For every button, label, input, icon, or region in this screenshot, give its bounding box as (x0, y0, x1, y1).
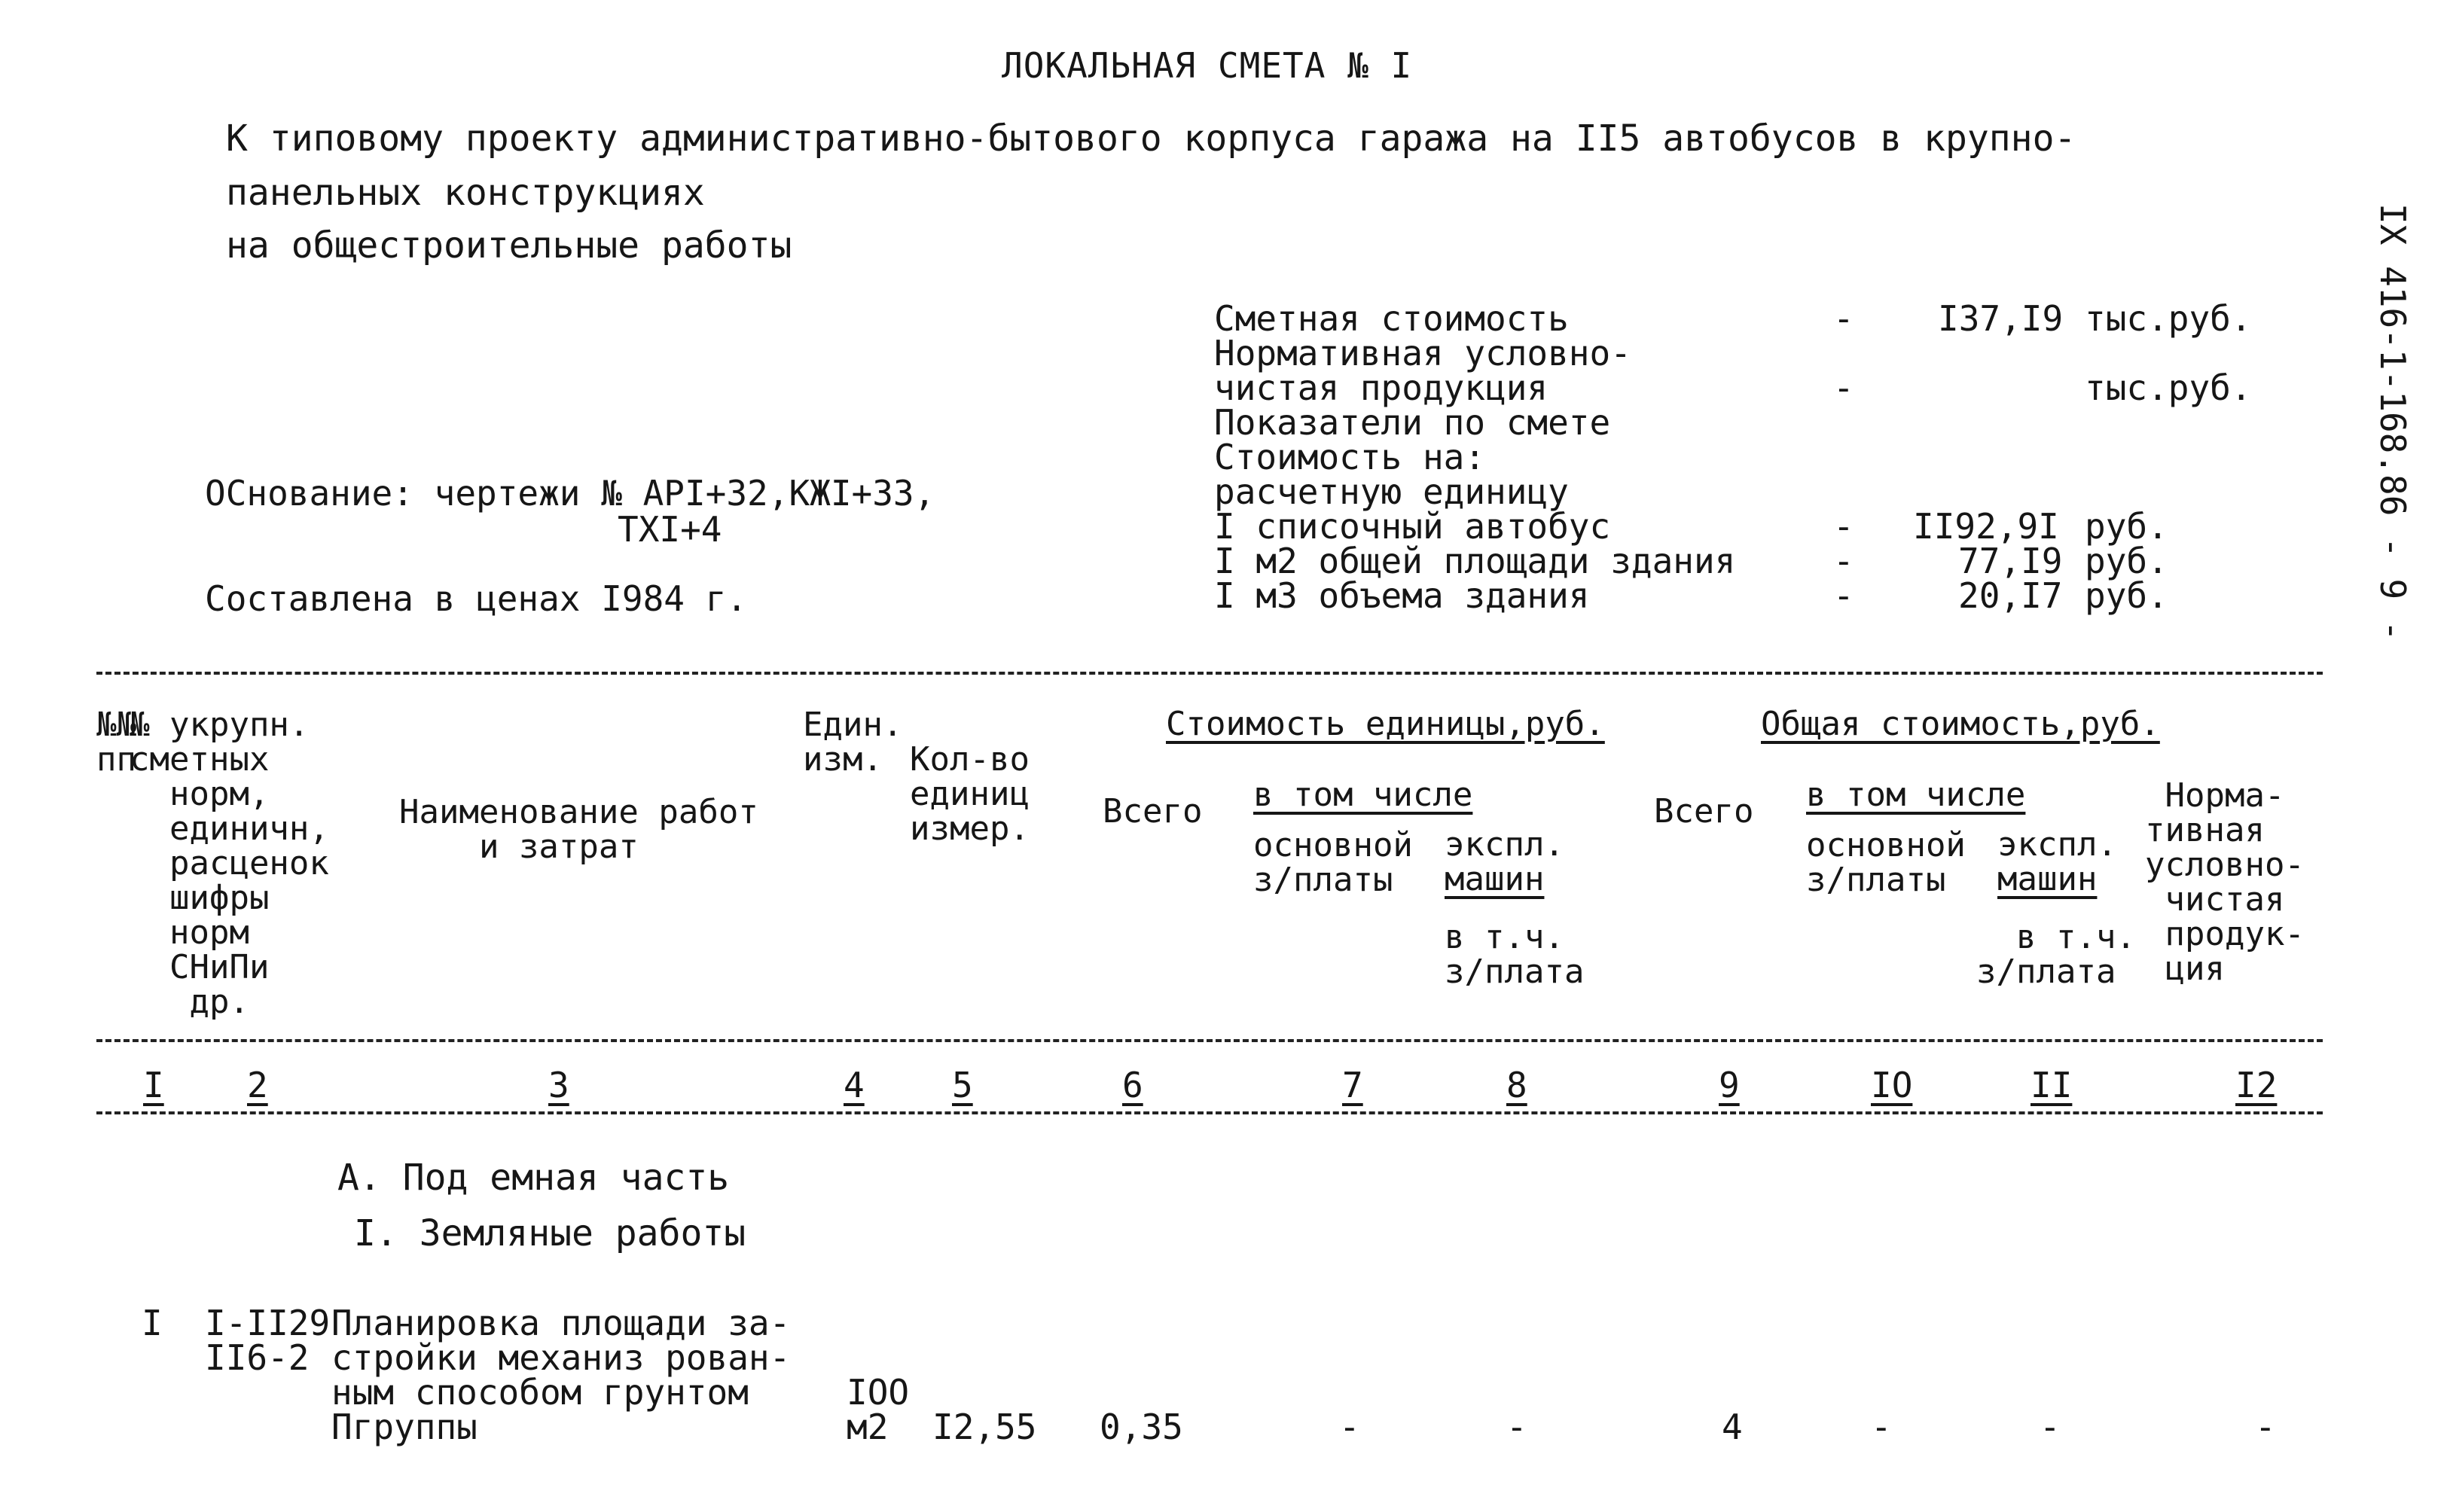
col-header-6: Всего (1103, 792, 1203, 831)
row-quantity: I2,55 (932, 1407, 1037, 1447)
prices-note: Составлена в ценах I984 г. (205, 578, 748, 619)
summary-label: Показатели по смете (1214, 402, 1611, 443)
table-colnum-rule (96, 1111, 2323, 1114)
summary-unit: руб. (2085, 575, 2168, 616)
row-normative: - (2255, 1407, 2276, 1447)
col-number: II (2031, 1065, 2073, 1105)
row-work-name: Планировка площади за- стройки механиз рован- ным способом грунтом Пгруппы (331, 1303, 791, 1447)
including-header-1: в том числе (1253, 776, 1473, 814)
including-header-2: в том числе (1806, 776, 2026, 814)
total-cost-group-header: Общая стоимость,руб. (1761, 705, 2160, 743)
col-number: 3 (548, 1065, 569, 1105)
col-header-9: Всего (1654, 792, 1754, 831)
summary-value: I37,I9 (1938, 298, 2064, 339)
col-header-5: Кол-во единиц измер. (910, 740, 1030, 848)
col-number: 7 (1342, 1065, 1363, 1105)
summary-label: чистая продукция (1214, 367, 1548, 408)
row-unit-total: 0,35 (1100, 1407, 1183, 1447)
summary-dash: - (1833, 298, 1854, 339)
summary-value: 77,I9 (1958, 541, 2063, 581)
summary-label: расчетную единицу (1214, 471, 1569, 512)
col-header-8-wage: в т.ч. з/плата (1445, 918, 1585, 991)
col-header-8-machines: машин (1445, 860, 1545, 898)
col-header-1: №№ пп (96, 706, 136, 779)
row-number: I (142, 1303, 163, 1343)
summary-label: Нормативная условно- (1214, 333, 1631, 373)
col-header-11-wage: в т.ч. з/плата (1976, 918, 2136, 991)
row-total-sum: 4 (1722, 1407, 1743, 1447)
col-header-2: № укрупн. сметных норм, единичн, расценок шифры норм СНиПи др. (130, 706, 329, 1021)
subtitle-line-1: К типовому проекту административно-бытового корпуса гаража на II5 автобусов в крупно- (226, 117, 2076, 160)
col-number: I2 (2235, 1065, 2278, 1105)
summary-label: I списочный автобус (1214, 506, 1611, 547)
summary-unit: тыс.руб. (2085, 298, 2252, 339)
row-unit-wage: - (1339, 1407, 1360, 1447)
summary-value: 20,I7 (1958, 575, 2063, 616)
summary-unit: тыс.руб. (2085, 367, 2252, 408)
col-header-11: экспл. (1997, 825, 2117, 864)
table-header-rule (96, 1039, 2323, 1042)
col-header-3: Наименование работ и затрат (399, 793, 758, 866)
col-number: 4 (844, 1065, 865, 1105)
col-number: 6 (1122, 1065, 1143, 1105)
col-header-12: Норма- тивная условно- чистая продук- ция (2145, 776, 2305, 988)
part-heading: А. Под емная часть (337, 1157, 730, 1199)
row-code: I-II29 II6-2 (205, 1303, 331, 1378)
col-number: I (143, 1065, 164, 1105)
page-title: ЛОКАЛЬНАЯ СМЕТА № I (1002, 45, 1413, 86)
summary-label: I м3 объема здания (1214, 575, 1590, 616)
col-header-4: Един. изм. (803, 706, 903, 779)
basis-label: ОСнование: чертежи № АРI+32,КЖI+33, (205, 473, 935, 514)
summary-label: Стоимость на: (1214, 437, 1486, 477)
row-unit: IOO м2 (847, 1372, 910, 1447)
subtitle-line-3: на общестроительные работы (226, 224, 792, 267)
col-number: 9 (1719, 1065, 1740, 1105)
summary-dash: - (1833, 367, 1854, 408)
summary-unit: руб. (2085, 541, 2168, 581)
row-total-machines: - (2040, 1407, 2061, 1447)
row-total-wage: - (1871, 1407, 1892, 1447)
basis-cont: ТХI+4 (618, 509, 722, 550)
summary-label: I м2 общей площади здания (1214, 541, 1736, 581)
section-heading: I. Земляные работы (354, 1212, 746, 1254)
col-header-11-machines: машин (1997, 860, 2098, 898)
col-header-10: основной з/платы (1806, 826, 1966, 899)
summary-value: II92,9I (1913, 506, 2059, 547)
col-header-7: основной з/платы (1253, 826, 1413, 899)
col-number: IO (1871, 1065, 1913, 1105)
summary-dash: - (1833, 575, 1854, 616)
summary-dash: - (1833, 541, 1854, 581)
col-number: 8 (1506, 1065, 1527, 1105)
row-unit-machines: - (1506, 1407, 1527, 1447)
summary-dash: - (1833, 506, 1854, 547)
side-document-code: IX 416-1-168.86 - 9 - (2372, 203, 2413, 642)
table-top-rule (96, 672, 2323, 675)
summary-label: Сметная стоимость (1214, 298, 1569, 339)
subtitle-line-2: панельных конструкциях (226, 172, 705, 214)
unit-cost-group-header: Стоимость единицы,руб. (1166, 705, 1605, 743)
col-header-8: экспл. (1445, 825, 1564, 864)
col-number: 5 (952, 1065, 973, 1105)
col-number: 2 (247, 1065, 268, 1105)
summary-unit: руб. (2085, 506, 2168, 547)
